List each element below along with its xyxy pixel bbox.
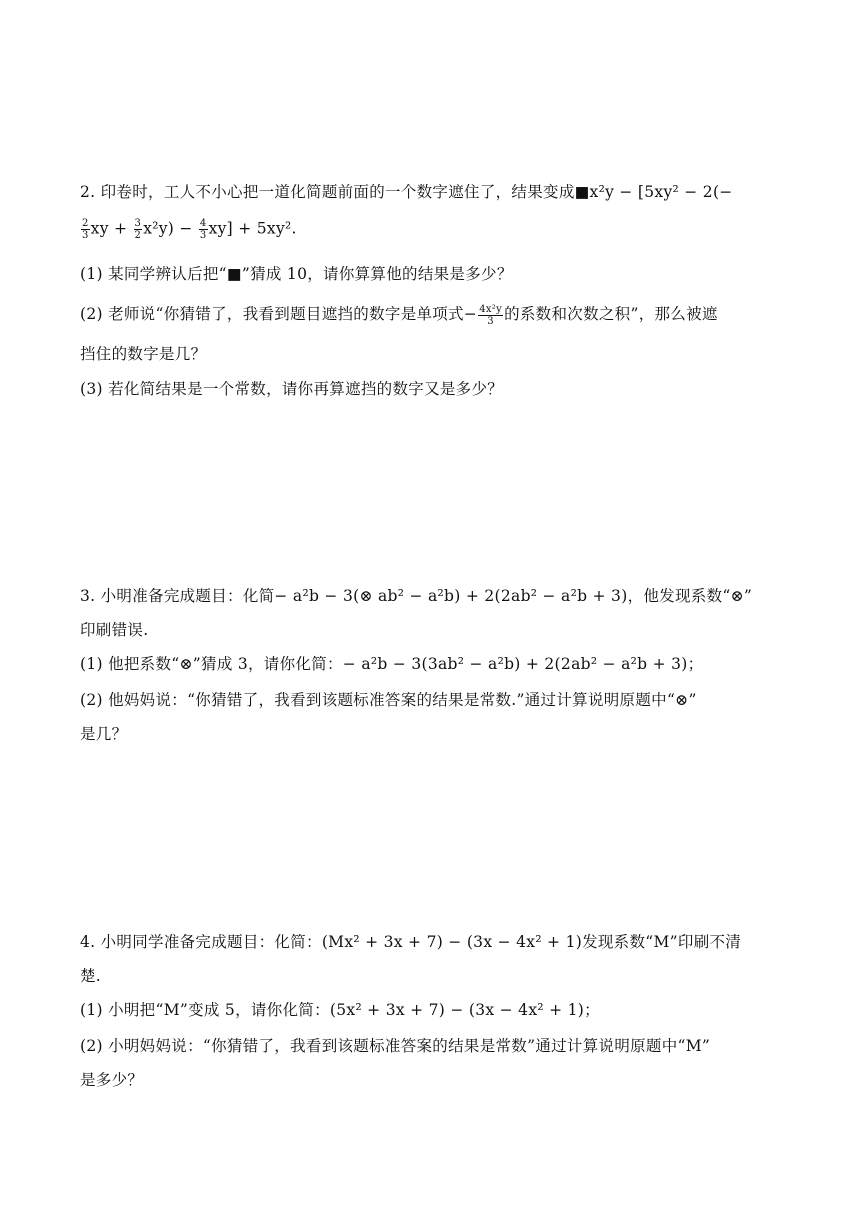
q2-fraction-2-den: 2 [134, 230, 142, 241]
q2-stem-line2-part-b: x²y) − [143, 219, 198, 238]
q2-fraction-1-den: 3 [82, 230, 89, 241]
q3-part1: (1) 他把系数“⊗”猜成 3，请你化简：− a²b − 3(3ab² − a²b) + 2(2ab² − a²b + 3)； [80, 655, 704, 673]
q4-part1: (1) 小明把“M”变成 5，请你化简：(5x² + 3x + 7) − (3x − 4x² + 1)； [80, 1001, 600, 1019]
q2-stem-line2-part-a: xy + [90, 219, 133, 238]
q2-stem-line2 [80, 218, 780, 241]
q2-part2-line1 [80, 302, 780, 327]
q3-stem-line1: 3. 小明准备完成题目：化简− a²b − 3(⊗ ab² − a²b) + 2(2ab² − a²b + 3)，他发现系数“⊗” [80, 587, 753, 605]
q4-part2-line2: 是多少？ [80, 1071, 144, 1089]
q4-part2-line1: (2) 小明妈妈说：“你猜错了，我看到该题标准答案的结果是常数”通过计算说明原题中“M” [80, 1037, 711, 1055]
q4-stem-line1: 4. 小明同学准备完成题目：化简：(Mx² + 3x + 7) − (3x − 4x² + 1)发现系数“M”印刷不清 [80, 933, 742, 951]
q3-stem-line2: 印刷错误. [80, 621, 149, 639]
q2-stem-line1: 2. 印卷时，工人不小心把一道化简题前面的一个数字遮住了，结果变成■x²y − [5xy² − 2(− [80, 183, 733, 201]
q3-part2-line1: (2) 他妈妈说：“你猜错了，我看到该题标准答案的结果是常数.”通过计算说明原题中“⊗” [80, 691, 697, 709]
q2-fraction-2 [134, 218, 143, 241]
q2-fraction-3-num: 4 [199, 218, 207, 229]
q2-part2-text-a: (2) 老师说“你猜错了，我看到题目遮挡的数字是单项式− [80, 305, 478, 323]
q4-stem-line2: 楚. [80, 967, 102, 985]
q2-fraction-1 [81, 218, 90, 241]
q2-fraction-3-den: 3 [199, 230, 207, 241]
q3-part2-line2: 是几？ [80, 725, 128, 743]
q2-part2-fraction-num: 4x²y [479, 303, 503, 315]
q2-fraction-2-num: 3 [134, 218, 142, 229]
q2-part2-text-b: 的系数和次数之积”，那么被遮 [504, 305, 718, 323]
q2-part2-fraction [478, 304, 503, 327]
q2-fraction-1-num: 2 [82, 218, 89, 229]
q2-fraction-3 [199, 218, 208, 241]
q2-part2-fraction-den: 3 [487, 315, 494, 327]
q2-stem-line2-part-c: xy] + 5xy². [208, 219, 297, 238]
q2-part2-line2: 挡住的数字是几？ [80, 345, 207, 363]
q2-part3: (3) 若化简结果是一个常数，请你再算遮挡的数字又是多少？ [80, 380, 504, 398]
q2-part1: (1) 某同学辨认后把“■”猜成 10，请你算算他的结果是多少？ [80, 265, 513, 283]
